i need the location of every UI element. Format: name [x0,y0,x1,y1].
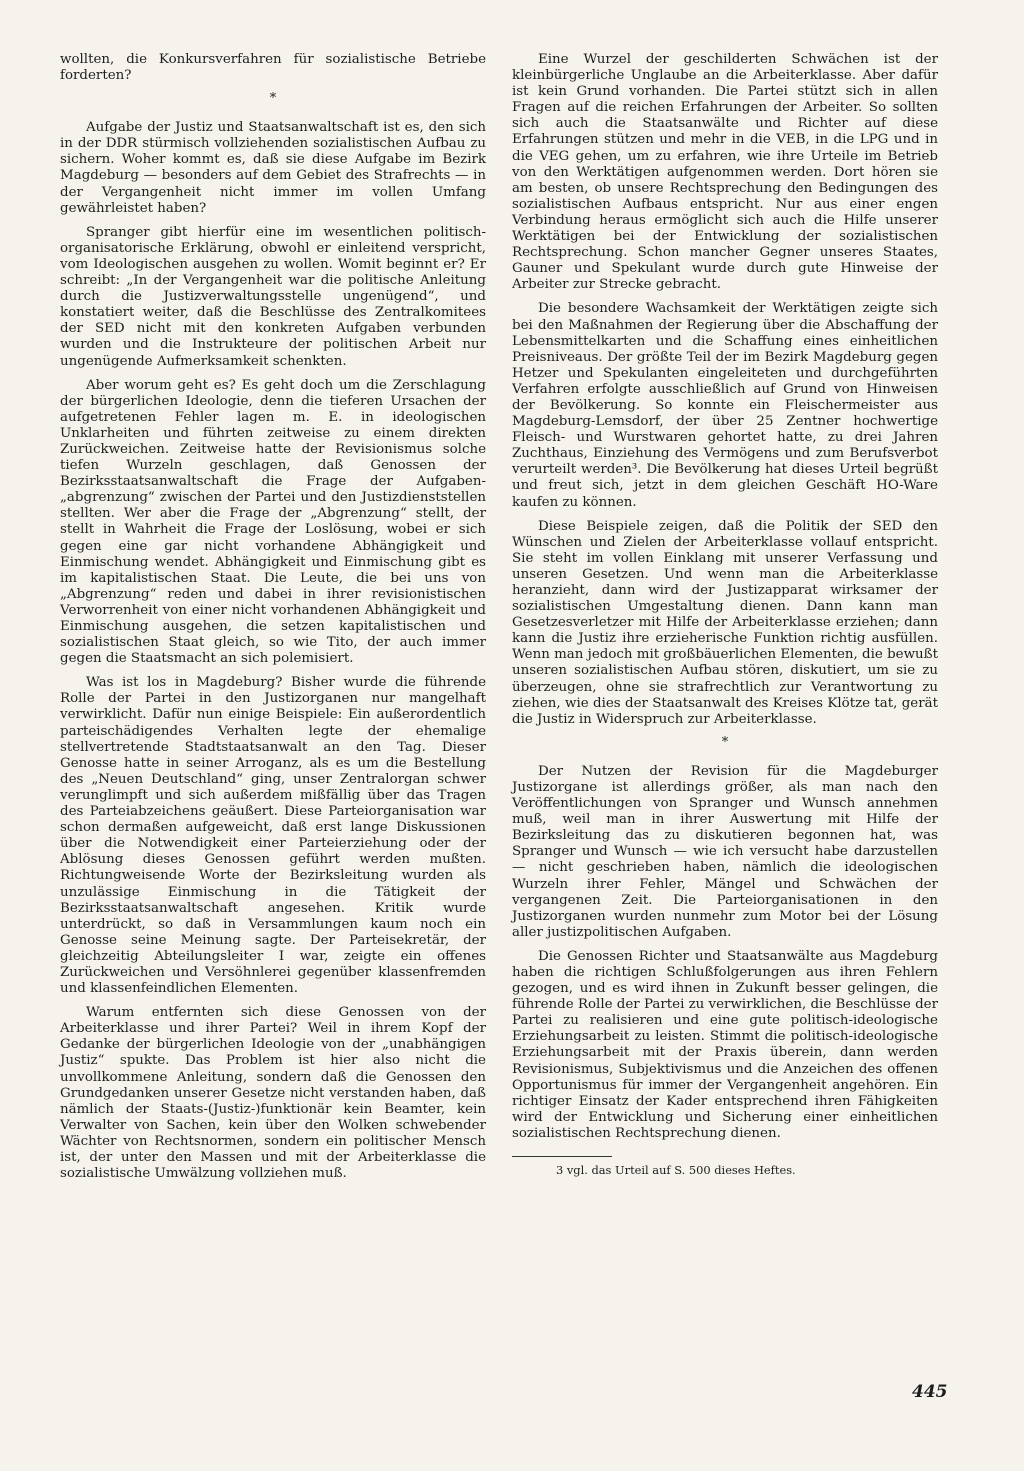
page-number: 445 [912,1382,948,1402]
footnote-divider [512,1156,612,1157]
right-column [512,52,938,1185]
left-column [60,52,486,1190]
paragraph: Spranger gibt hierfür eine im wesentlichen politisch-organisatorische Erklärung, obwohl er einleitend verspricht, vom Ideologischen ausgehen zu wollen. Womit beginnt er? Er schreibt: „In der Vergangenheit war die politische Anleitung durch die Justizverwaltungsstelle ungenügend“, und konstatiert weiter, daß die Beschlüsse des Zentralkomitees der SED nicht mit den konkreten Aufgaben verbunden wurden und die Instrukteure der politischen Arbeit nur ungenügende Aufmerksamkeit schenkten. [60,224,486,369]
paragraph: Diese Beispiele zeigen, daß die Politik der SED den Wünschen und Zielen der Arbeiterklasse vollauf entspricht. Sie steht im vollen Einklang mit unserer Verfassung und unseren Gesetzen. Und wenn man die Arbeiterklasse heranzieht, dann wird der Justizapparat wirksamer der sozialistischen Umgestaltung dienen. Dann kann man Gesetzesverletzer mit Hilfe der Arbeiterklasse erziehen; dann kann die Justiz ihre erzieherische Funktion richtig ausfüllen. Wenn man jedoch mit großbäuerlichen Elementen, die bewußt unseren sozialistischen Aufbau stören, diskutiert, um sie zu überzeugen, ohne sie strafrechtlich zur Verantwortung zu ziehen, wie dies der Staatsanwalt des Kreises Klötze tat, gerät die Justiz in Widerspruch zur Arbeiterklasse. [512,518,938,727]
paragraph: wollten, die Konkursverfahren für sozialistische Betriebe forderten? [60,52,486,84]
section-separator: * [721,734,729,750]
footnote: 3 vgl. das Urteil auf S. 500 dieses Heftes. [556,1163,796,1177]
paragraph: Der Nutzen der Revision für die Magdeburger Justizorgane ist allerdings größer, als man nach den Veröffentlichungen von Spranger und Wunsch annehmen muß, weil man in ihrer Auswertung mit Hilfe der Bezirksleitung das zu diskutieren begonnen hat, was Spranger und Wunsch — wie ich versucht habe darzustellen — nicht geschrieben haben, nämlich die ideologischen Wurzeln ihrer Fehler, Mängel und Schwächen der vergangenen Zeit. Die Parteiorganisationen in den Justizorganen wurden nunmehr zum Motor bei der Lösung aller justizpolitischen Aufgaben. [512,763,938,940]
paragraph: Was ist los in Magdeburg? Bisher wurde die führende Rolle der Partei in den Justizorganen nur mangelhaft verwirklicht. Dafür nun einige Beispiele: Ein außerordentlich parteischädigendes Verhalten legte der ehemalige stellvertretende Stadtstaatsanwalt an den Tag. Dieser Genosse hatte in seiner Arroganz, als es um die Bestellung des „Neuen Deutschland“ ging, unser Zentralorgan schwer verunglimpft und sich außerdem mißfällig über das Tragen des Parteiabzeichens geäußert. Diese Parteiorganisation war schon dermaßen aufgeweicht, daß erst lange Diskussionen über die Notwendigkeit einer Parteierziehung oder der Ablösung dieses Genossen geführt werden mußten. Richtungweisende Worte der Bezirksleitung wurden als unzulässige Einmischung in die Tätigkeit der Bezirksstaatsanwaltschaft angesehen. Kritik wurde unterdrückt, so daß in Versammlungen kaum noch ein Genosse seine Meinung sagte. Der Parteisekretär, der gleichzeitig Abteilungsleiter I war, zeigte ein offenes Zurückweichen und Versöhnlerei gegenüber klassenfremden und klassenfeindlichen Elementen. [60,675,486,997]
paragraph: Aber worum geht es? Es geht doch um die Zerschlagung der bürgerlichen Ideologie, denn die tieferen Ursachen der aufgetretenen Fehler lagen m. E. in ideologischen Unklarheiten und führten zeitweise zu einem direkten Zurückweichen. Zeitweise hatte der Revisionismus solche tiefen Wurzeln geschlagen, daß Genossen der Bezirksstaatsanwaltschaft die Frage der Aufgaben-„abgrenzung“ zwischen der Partei und den Justizdienststellen stellten. Wer aber die Frage der „Abgrenzung“ stellt, der stellt in Wahrheit die Frage der Loslösung, wobei er sich gegen eine gar nicht vorhandene Abhängigkeit und Einmischung wendet. Abhängigkeit und Einmischung gibt es im kapitalistischen Staat. Die Leute, die bei uns von „Abgrenzung“ reden und dabei in ihrer revisionistischen Verworrenheit von einer nicht vorhandenen Abhängigkeit und Einmischung ausgehen, die setzen kapitalistischen und sozialistischen Staat gleich, so wie Tito, der auch immer gegen die Staatsmacht an sich polemisiert. [60,377,486,667]
paragraph: Die besondere Wachsamkeit der Werktätigen zeigte sich bei den Maßnahmen der Regierung über die Abschaffung der Lebensmittelkarten und die Schaffung eines einheitlichen Preisniveaus. Der größte Teil der im Bezirk Magdeburg gegen Hetzer und Spekulanten eingeleiteten und durchgeführten Verfahren erfolgte ausschließlich auf Grund von Hinweisen der Bevölkerung. So konnte ein Fleischermeister aus Magdeburg-Lemsdorf, der über 25 Zentner hochwertige Fleisch- und Wurstwaren gehortet hatte, zu drei Jahren Zuchthaus, Einziehung des Vermögens und zum Berufsverbot verurteilt werden³. Die Bevölkerung hat dieses Urteil begrüßt und freut sich, jetzt in dem gleichen Geschäft HO-Ware kaufen zu können. [512,301,938,510]
paragraph: Warum entfernten sich diese Genossen von der Arbeiterklasse und ihrer Partei? Weil in ihrem Kopf der Gedanke der bürgerlichen Ideologie von der „unabhängigen Justiz“ spukte. Das Problem ist hier also nicht die unvollkommene Anleitung, sondern daß die Genossen den Grundgedanken unserer Gesetze nicht verstanden haben, daß nämlich der Staats-(Justiz-)funktionär kein Beamter, kein Verwalter von Sachen, kein über den Wolken schwebender Wächter von Rechtsnormen, sondern ein politischer Mensch ist, der unter den Massen und mit der Arbeiterklasse die sozialistische Umwälzung vollziehen muß. [60,1005,486,1182]
paragraph: Aufgabe der Justiz und Staatsanwaltschaft ist es, den sich in der DDR stürmisch vollziehenden sozialistischen Aufbau zu sichern. Woher kommt es, daß sie diese Aufgabe im Bezirk Magdeburg — besonders auf dem Gebiet des Strafrechts — in der Vergangenheit nicht immer im vollen Umfang gewährleistet haben? [60,120,486,216]
paragraph: Die Genossen Richter und Staatsanwälte aus Magdeburg haben die richtigen Schlußfolgerungen aus ihren Fehlern gezogen, und es wird ihnen in Zukunft besser gelingen, die führende Rolle der Partei zu verwirklichen, die Beschlüsse der Partei zu realisieren und eine gute politisch-ideologische Erziehungsarbeit zu leisten. Stimmt die politisch-ideologische Erziehungsarbeit mit der Praxis überein, dann werden Revisionismus, Subjektivismus und die Anzeichen des offenen Opportunismus für immer der Vergangenheit angehören. Ein richtiger Einsatz der Kader entsprechend ihren Fähigkeiten wird der Entwicklung und Sicherung einer einheitlichen sozialistischen Rechtsprechung dienen. [512,948,938,1141]
paragraph: Eine Wurzel der geschilderten Schwächen ist der kleinbürgerliche Unglaube an die Arbeiterklasse. Aber dafür ist kein Grund vorhanden. Die Partei stützt sich in allen Fragen auf die reichen Erfahrungen der Arbeiter. So sollten sich auch die Staatsanwälte und Richter auf diese Erfahrungen stützen und mehr in die VEB, in die LPG und in die VEG gehen, um zu erfahren, wie ihre Urteile im Betrieb von den Werktätigen aufgenommen werden. Dort hören sie am besten, ob unsere Rechtsprechung den Bedingungen des sozialistischen Aufbaus entspricht. Nur aus einer engen Verbindung heraus ermöglicht sich auch die Hilfe unserer Werktätigen bei der Entwicklung der sozialistischen Rechtsprechung. Schon mancher Gegner unseres Staates, Gauner und Spekulant wurde durch gute Hinweise der Arbeiter zur Strecke gebracht. [512,52,938,293]
section-separator: * [269,91,277,107]
